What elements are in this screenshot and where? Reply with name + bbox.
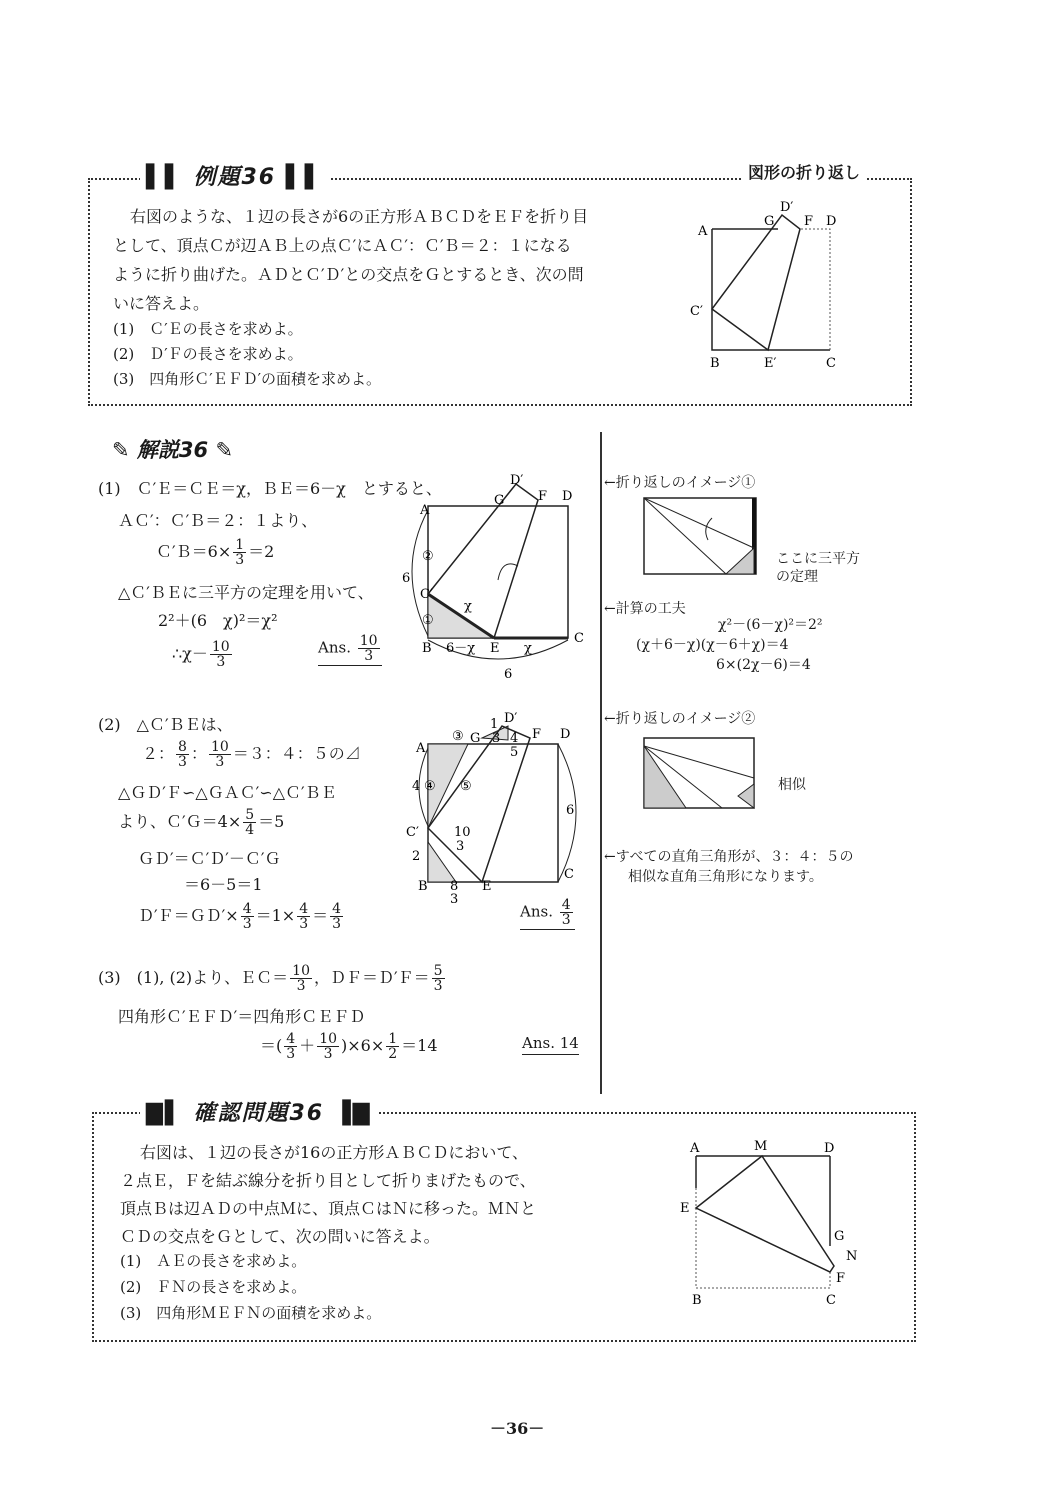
d2-label-a: A: [416, 741, 426, 756]
p2-line-6: ＝6－5＝1: [184, 875, 263, 894]
check-question-1: (1) ＡＥの長さを求めよ。: [120, 1252, 307, 1270]
c-label-e: E: [680, 1201, 690, 1216]
p1-l3a: Ｃ′Ｂ＝6×: [156, 542, 232, 561]
example-question-1: (1) Ｃ′Ｅの長さを求めよ。: [113, 320, 303, 338]
check-question-3: (3) 四角形ＭＥＦＮの面積を求めよ。: [120, 1304, 382, 1322]
d2-label-c: C: [564, 867, 574, 882]
p2-line-5: ＧＤ′＝Ｃ′Ｄ′－Ｃ′Ｇ: [138, 849, 281, 868]
note-1c: の定理: [776, 569, 818, 585]
vertical-divider: [600, 432, 602, 1094]
label-d-prime: D′: [780, 200, 794, 215]
p2-l7-den2: 3: [299, 916, 309, 932]
folded-part: [712, 215, 800, 350]
note-4a: ←すべての直角三角形が、３：４：５の: [604, 849, 854, 865]
p1-line-4: △Ｃ′ＢＥに三平方の定理を用いて、: [118, 583, 374, 602]
note-4b: 相似な直角三角形になります。: [628, 869, 823, 885]
label-b: B: [710, 356, 720, 371]
p3-l3b: ＋: [299, 1036, 316, 1055]
check-text-4: ＣＤの交点をＧとして、次の問いに答えよ。: [120, 1227, 440, 1246]
d1-six-bottom: 6: [504, 667, 513, 682]
d1-label-g: G: [494, 493, 505, 508]
p1-l6a: ∴χ－: [172, 644, 208, 663]
d1-label-d: D: [562, 489, 573, 504]
check-text-1: 右図は、１辺の長さが16の正方形ＡＢＣＤにおいて、: [140, 1143, 529, 1162]
p3-l3a: ＝(: [260, 1036, 283, 1055]
example-text-2: として、頂点Ｃが辺ＡＢ上の点Ｃ′にＡＣ′：Ｃ′Ｂ＝２：１になる: [113, 236, 572, 255]
c-label-b: B: [692, 1293, 702, 1308]
note-2c: 6×(2χ－6)＝4: [716, 657, 811, 673]
example-title: ▌▌ 例題36 ▌▌: [140, 160, 330, 191]
d2-label-e: E: [482, 879, 492, 894]
p2-line-1: (2) △Ｃ′ＢＥは、: [98, 715, 233, 734]
d2-box-one: 1: [490, 717, 499, 732]
d2-label-d-prime: D′: [504, 711, 518, 726]
p1-l3-num: 1: [235, 537, 245, 553]
example-question-3: (3) 四角形Ｃ′ＥＦＤ′の面積を求めよ。: [113, 370, 382, 388]
example-figure: [690, 195, 860, 375]
p2-l7-num3: 4: [332, 901, 342, 917]
p2-l2-den2: 3: [215, 754, 225, 770]
note-2a: χ²－(6－χ)²＝2²: [718, 617, 823, 633]
p2-l7-den: 3: [242, 916, 252, 932]
note-3-figure: [642, 736, 758, 812]
p1-line-6: [172, 640, 234, 669]
p3-l1a: (3) (1), (2)より、ＥＣ＝: [98, 968, 289, 987]
d2-circle-five: ⑤: [460, 779, 472, 794]
p2-l2a: ２：: [142, 744, 175, 763]
p2-l4b: ＝5: [258, 812, 285, 831]
d1-label-c-prime: C′: [420, 587, 433, 602]
p2-l4-num: 5: [245, 807, 255, 823]
d2-label-d: D: [560, 727, 571, 742]
p2-l2c: ＝３：４：５の⊿: [232, 744, 361, 763]
p1-ans-den: 3: [364, 648, 374, 664]
d2-label-b: B: [418, 879, 428, 894]
d2-two: 2: [412, 849, 421, 864]
d1-label-e: E: [490, 641, 500, 656]
p3-l3-num1: 4: [286, 1031, 296, 1047]
page-number: －36－: [490, 1419, 545, 1438]
d1-six-left: 6: [402, 571, 411, 586]
note-1-figure: [642, 496, 762, 578]
example-text-3: ように折り曲げた。ＡＤとＣ′Ｄ′との交点をＧとするとき、次の問: [113, 265, 584, 284]
d2-box-five: 5: [510, 745, 519, 760]
p2-line-3: △ＧＤ′Ｆ∽△ＧＡＣ′∽△Ｃ′ＢＥ: [118, 783, 337, 802]
d2-box-four: 4: [510, 731, 519, 746]
solution-figure-2: [398, 708, 594, 908]
p2-l7-den3: 3: [332, 916, 342, 932]
d1-label-c: C: [574, 631, 584, 646]
p2-l7a: Ｄ′Ｆ＝ＧＤ′×: [138, 906, 239, 925]
d1-bx: 6－χ: [446, 641, 476, 656]
d2-label-c-prime: C′: [406, 825, 419, 840]
p2-ans-num: 4: [561, 897, 571, 913]
c-label-m: M: [754, 1139, 768, 1154]
example-text-4: いに答えよ。: [113, 294, 210, 313]
p2-l7-num: 4: [242, 901, 252, 917]
d2-box-three: 3: [492, 731, 501, 746]
label-a: A: [698, 224, 708, 239]
c-label-g: G: [834, 1229, 845, 1244]
p3-l1-num: 10: [292, 963, 310, 979]
p1-l3-den: 3: [235, 552, 245, 568]
d2-eight-den: 3: [450, 892, 459, 907]
d1-x2: χ: [524, 641, 532, 656]
p2-l7c: ＝: [312, 906, 329, 925]
d2-circle-four: ④: [424, 779, 436, 794]
d2-circle-three: ③: [452, 729, 464, 744]
p2-ans-den: 3: [561, 912, 571, 928]
note-2: ←計算の工夫: [604, 601, 686, 617]
p2-l7b: ＝1×: [255, 906, 296, 925]
label-d: D: [826, 214, 837, 229]
p1-line-5: 2²＋(6 χ)²＝χ²: [158, 611, 278, 630]
p3-l3-den2: 3: [323, 1046, 333, 1062]
p2-l2-den1: 3: [178, 754, 187, 770]
d1-circle-two: ②: [422, 549, 434, 564]
p1-l6-den: 3: [216, 654, 226, 670]
p3-l1b: ，ＤＦ＝Ｄ′Ｆ＝: [314, 968, 430, 987]
dotted-edge: [800, 229, 830, 350]
p3-l3c: )×6×: [341, 1036, 385, 1055]
check-figure: [676, 1132, 866, 1312]
d1-label-a: A: [420, 503, 430, 518]
p3-l3-num3: 1: [388, 1031, 398, 1047]
d2-three: 3: [456, 839, 465, 854]
p3-l1-den2: 3: [433, 978, 443, 994]
p2-l4a: より、Ｃ′Ｇ＝4×: [118, 812, 242, 831]
label-f: F: [804, 214, 814, 229]
p1-line-2: ＡＣ′：Ｃ′Ｂ＝２：１より、: [118, 511, 318, 530]
d1-label-d-prime: D′: [510, 473, 524, 488]
d2-four: 4: [412, 779, 421, 794]
p3-l3-num2: 10: [319, 1031, 338, 1047]
p2-l7-num2: 4: [299, 901, 309, 917]
p1-line-3: [156, 538, 274, 567]
label-c-prime: C′: [690, 304, 703, 319]
d2-label-f: F: [532, 727, 542, 742]
c-label-n: N: [846, 1249, 858, 1264]
p1-l3b: ＝2: [248, 542, 275, 561]
note-3: ←折り返しのイメージ②: [604, 711, 756, 727]
note-1: ←折り返しのイメージ①: [604, 475, 756, 491]
label-e: E′: [764, 356, 777, 371]
check-text-3: 頂点Ｂは辺ＡＤの中点Ｍに、頂点ＣはＮに移った。ＭＮと: [120, 1199, 537, 1218]
d1-label-b: B: [422, 641, 432, 656]
p2-ans-label: Ans.: [520, 902, 553, 921]
p3-answer: Ans. 14: [522, 1034, 579, 1055]
solution-header: ✎ 解説36 ✎: [112, 438, 234, 462]
check-question-2: (2) ＦＮの長さを求めよ。: [120, 1278, 307, 1296]
d2-six: 6: [566, 803, 575, 818]
p1-ans-label: Ans.: [318, 638, 351, 657]
p1-answer: [318, 634, 382, 666]
p3-l3-den1: 3: [286, 1046, 296, 1062]
label-c: C: [826, 356, 836, 371]
c-label-f: F: [836, 1271, 846, 1286]
d2-ten: 10: [454, 825, 471, 840]
p1-ans-num: 10: [359, 633, 378, 649]
example-text-1: 右図のような、１辺の長さが6の正方形ＡＢＣＤをＥＦを折り目: [130, 207, 589, 226]
p3-line-1: [98, 964, 447, 993]
check-text-2: ２点Ｅ，Ｆを結ぶ線分を折り目として折りまげたもので、: [120, 1171, 536, 1190]
label-g: G: [764, 214, 775, 229]
c-label-d: D: [824, 1141, 835, 1156]
p2-line-4: [118, 808, 284, 837]
note-1b: ここに三平方: [776, 551, 860, 567]
p1-l6-num: 10: [211, 639, 230, 655]
d1-circle-one: ①: [422, 613, 434, 628]
p1-line-1: (1) Ｃ′Ｅ＝ＣＥ＝χ，ＢＥ＝6－χ とすると、: [98, 479, 442, 498]
solution-figure-1: [398, 470, 594, 688]
p3-l1-num2: 5: [433, 963, 443, 979]
p3-line-3: [260, 1032, 438, 1061]
d2-eight: 8: [450, 879, 459, 894]
d1-label-f: F: [538, 489, 548, 504]
p2-l2b: ：: [190, 744, 207, 763]
note-3b: 相似: [778, 777, 806, 793]
p2-l2-num2: 10: [210, 739, 229, 755]
check-title: ▇▌ 確認問題36 ▐▇: [140, 1096, 378, 1127]
example-question-2: (2) Ｄ′Ｆの長さを求めよ。: [113, 345, 303, 363]
note-2b: (χ＋6－χ)(χ－6＋χ)＝4: [636, 637, 789, 653]
p2-line-2: [142, 740, 361, 769]
square-outline: [712, 229, 830, 350]
p3-line-2: 四角形Ｃ′ＥＦＤ′＝四角形ＣＥＦＤ: [118, 1007, 366, 1026]
example-category: 図形の折り返し: [742, 160, 866, 183]
p3-l1-den: 3: [296, 978, 306, 994]
c-label-c: C: [826, 1293, 836, 1308]
d1-x1: χ: [464, 599, 472, 614]
p2-l4-den: 4: [245, 822, 255, 838]
c-label-a: A: [690, 1141, 700, 1156]
p2-line-7: [138, 902, 345, 931]
d2-label-g: G: [470, 731, 481, 746]
p2-l2-num1: 8: [178, 739, 187, 755]
p3-l3e: ＝14: [401, 1036, 438, 1055]
p3-l3-den3: 2: [388, 1046, 398, 1062]
